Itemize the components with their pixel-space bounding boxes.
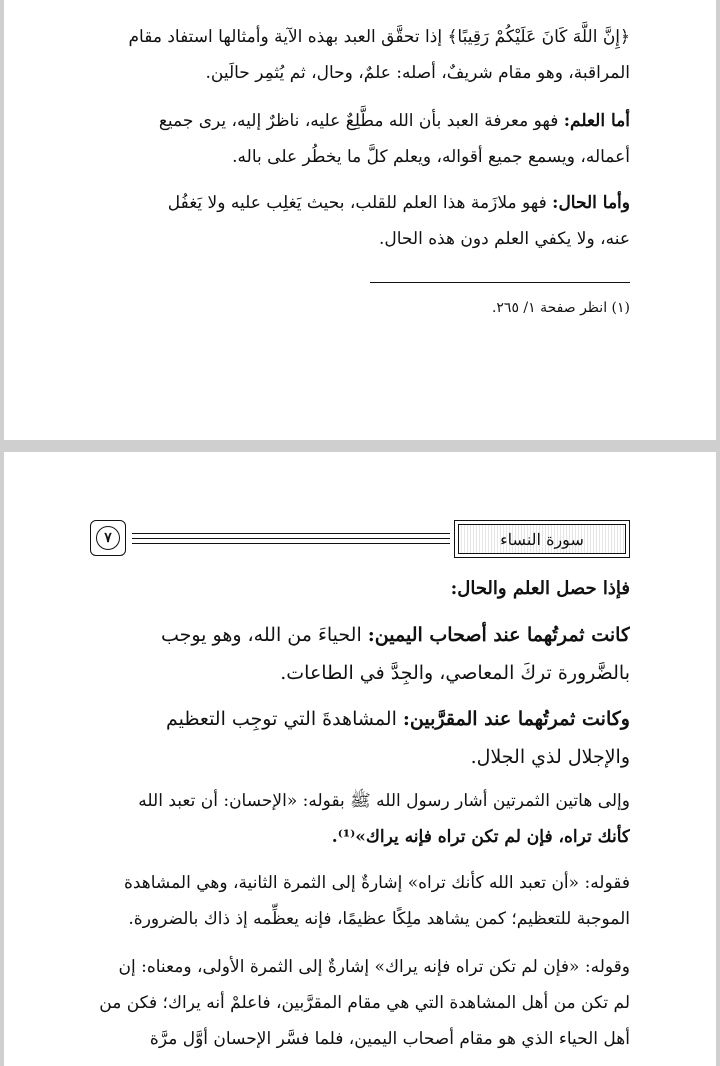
ilm-label: أما العلم: bbox=[563, 111, 630, 131]
text-line: وإلى هاتين الثمرتين أشار رسول الله ﷺ بقوله: «الإحسان: أن تعبد الله bbox=[138, 791, 630, 811]
text-line: فقوله: «أن تعبد الله كأنك تراه» إشارةٌ إلى الثمرة الثانية، وهي المشاهدة bbox=[123, 873, 630, 893]
text-line: ﴿إِنَّ اللَّهَ كَانَ عَلَيْكُمْ رَقِيبًا﴾ إذا تحقَّق العبد بهذه الآية وأمثالها استفاد مقام bbox=[128, 27, 630, 47]
ilm-paragraph bbox=[90, 104, 630, 138]
header-rule bbox=[132, 533, 450, 534]
page-number: ٧ bbox=[96, 526, 120, 550]
muqarrabin-label: وكانت ثمرتُهما عند المقرَّبين: bbox=[402, 708, 630, 730]
yamin-text: الحياءَ من الله، وهو يوجب bbox=[160, 624, 368, 646]
page-header bbox=[86, 518, 630, 564]
hal-label: وأما الحال: bbox=[552, 193, 630, 213]
header-rule bbox=[132, 543, 450, 544]
page-number-ornament bbox=[86, 518, 132, 560]
surah-title-box bbox=[454, 520, 630, 558]
text-line: بالضَّرورة تركَ المعاصي، والجِدَّ في الطاعات. bbox=[280, 662, 630, 684]
section-subtitle: فإذا حصل العلم والحال: bbox=[450, 578, 630, 599]
muqarrabin-paragraph bbox=[90, 702, 630, 736]
ilm-text: فهو معرفة العبد بأن الله مطَّلِعٌ عليه، ناظرٌ إليه، يرى جميع bbox=[158, 111, 564, 131]
hal-text: فهو ملازَمة هذا العلم للقلب، بحيث يَغلِب عليه ولا يَغفُل bbox=[167, 193, 553, 213]
muqarrabin-text: المشاهدةَ التي توجِب التعظيم bbox=[165, 708, 403, 730]
yamin-label: كانت ثمرتُهما عند أصحاب اليمين: bbox=[367, 624, 630, 646]
hal-paragraph bbox=[90, 186, 630, 220]
footnote-divider bbox=[370, 282, 630, 283]
text-line: عنه، ولا يكفي العلم دون هذه الحال. bbox=[378, 229, 630, 249]
text-line: الموجبة للتعظيم؛ كمن يشاهد ملِكًا عظيمًا، فإنه يعظِّمه إذ ذاك بالضرورة. bbox=[128, 909, 630, 929]
text-line: أعماله، ويسمع جميع أقواله، ويعلم كلَّ ما يخطُر على باله. bbox=[232, 147, 630, 167]
text-line: المراقبة، وهو مقام شريفٌ، أصله: علمٌ، وحال، ثم يُثمِر حالَين. bbox=[205, 63, 630, 83]
text-line: وقوله: «فإن لم تكن تراه فإنه يراك» إشارةٌ إلى الثمرة الأولى، ومعناه: إن bbox=[118, 957, 630, 977]
text-line: والإجلال لذي الجلال. bbox=[470, 746, 630, 768]
text-line: أهل الحياء الذي هو مقام أصحاب اليمين، فلما فسَّر الإحسان أوَّل مرَّة bbox=[149, 1029, 630, 1049]
text-line: كأنك تراه، فإن لم تكن تراه فإنه يراك»⁽¹⁾. bbox=[331, 827, 630, 847]
yamin-paragraph bbox=[90, 618, 630, 652]
surah-title: سورة النساء bbox=[458, 524, 626, 554]
lower-page bbox=[4, 452, 716, 1066]
footnote: (١) انظر صفحة ١/ ٢٦٥. bbox=[491, 300, 630, 316]
text-line: لم تكن من أهل المشاهدة التي هي مقام المقرَّبين، فاعلمْ أنه يراك؛ فكن من bbox=[99, 993, 630, 1013]
header-rule bbox=[132, 538, 450, 539]
upper-page bbox=[4, 0, 716, 440]
